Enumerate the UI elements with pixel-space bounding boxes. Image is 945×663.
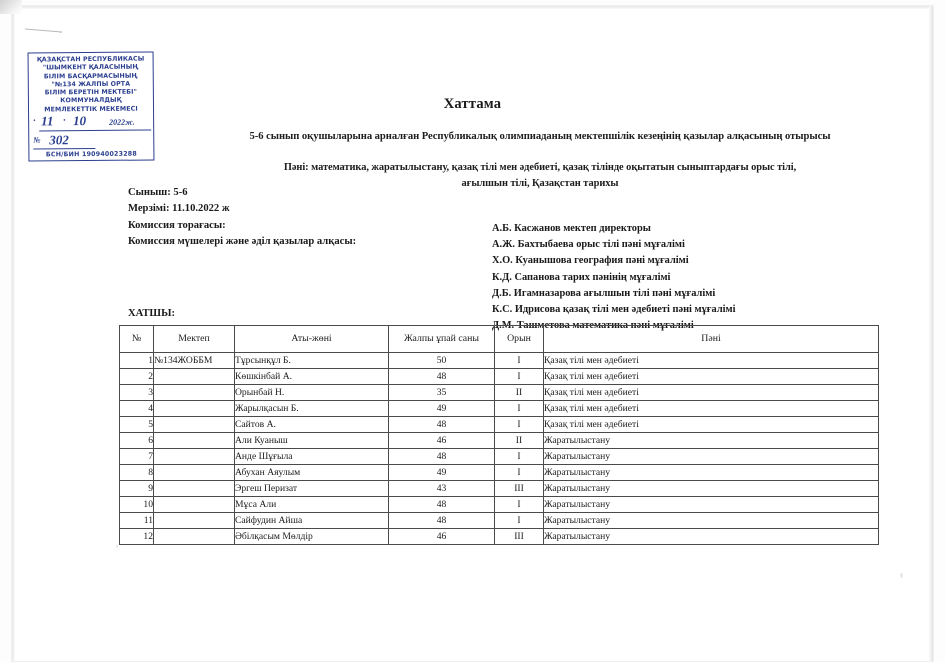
stamp-handwritten-month: 10 — [73, 113, 87, 129]
cell-score: 50 — [389, 353, 495, 369]
cell-subject: Қазақ тілі мен әдебиеті — [544, 385, 879, 401]
person-member-5: К.С. Идрисова қазақ тілі мен әдебиеті пәні мұғалімі — [492, 304, 736, 316]
members-label: Комиссия мүшелері және әділ қазылар алқасы: — [128, 236, 357, 248]
document-title: Хаттама — [443, 96, 502, 112]
table-row — [120, 353, 879, 369]
subjects-line-2: ағылшын тілі, Қазақстан тарихы — [461, 177, 619, 189]
header-subject: Пәні — [544, 326, 879, 353]
cell-subject: Қазақ тілі мен әдебиеті — [544, 417, 879, 433]
cell-number: 4 — [120, 401, 154, 417]
cell-name: Анде Шұғыла — [235, 449, 389, 465]
stamp-date-row — [31, 115, 151, 134]
cell-score: 35 — [389, 385, 495, 401]
cell-subject: Қазақ тілі мен әдебиеті — [544, 401, 879, 417]
header-school: Мектеп — [154, 326, 235, 353]
cell-subject: Жаратылыстану — [544, 513, 879, 529]
cell-name: Тұрсынқұл Б. — [235, 353, 389, 369]
scan-speck-2 — [116, 545, 118, 548]
cell-number: 9 — [120, 481, 154, 497]
table-row — [120, 369, 879, 385]
paper-edge-top — [12, 6, 933, 9]
cell-place: I — [495, 369, 544, 385]
stamp-line-3: БІЛІМ БАСҚАРМАСЫНЫҢ — [43, 72, 138, 81]
cell-score: 48 — [389, 497, 495, 513]
stamp-handwritten-year: 2022ж. — [109, 117, 135, 127]
cell-score: 46 — [389, 433, 495, 449]
table-header-row — [120, 326, 879, 353]
cell-name: Орынбай Н. — [235, 385, 389, 401]
cell-subject: Жаратылыстану — [544, 449, 879, 465]
cell-score: 46 — [389, 529, 495, 545]
person-member-1: А.Ж. Бахтыбаева орыс тілі пәні мұғалімі — [492, 239, 685, 251]
cell-number: 7 — [120, 449, 154, 465]
subjects-line-1: Пәні: математика, жаратылыстану, қазақ тілі мен әдебиеті, қазақ тілінде оқытатын сыныптардағы орыс тілі, — [283, 162, 797, 173]
stamp-line-2: "ШЫМКЕНТ ҚАЛАСЫНЫҢ — [42, 63, 139, 72]
cell-place: I — [495, 417, 544, 433]
table-row — [120, 513, 879, 529]
results-table-body — [120, 353, 879, 545]
cell-name: Көшкінбай А. — [235, 369, 389, 385]
cell-number: 3 — [120, 385, 154, 401]
stamp-handwritten-number: 302 — [49, 132, 69, 148]
table-row — [120, 529, 879, 545]
cell-school — [154, 385, 235, 401]
person-member-4: Д.Б. Игамназарова ағылшын тілі пәні мұғалімі — [492, 287, 716, 299]
stamp-line-5: БІЛІМ БЕРЕТІН МЕКТЕБІ" — [44, 88, 138, 97]
scan-speck-1 — [900, 573, 903, 578]
cell-place: I — [495, 465, 544, 481]
table-row — [120, 449, 879, 465]
cell-school — [154, 465, 235, 481]
stamp-date-rule — [39, 130, 151, 132]
table-row — [120, 401, 879, 417]
header-score: Жалпы ұпай саны — [389, 326, 495, 353]
commission-people-list — [492, 221, 736, 335]
header-place: Орын — [495, 326, 544, 353]
header-number: № — [120, 326, 154, 353]
table-row — [120, 417, 879, 433]
corner-fold — [0, 0, 22, 14]
table-row — [120, 433, 879, 449]
secretary-label: ХАТШЫ: — [128, 308, 175, 319]
cell-school — [154, 449, 235, 465]
stamp-number-rule — [33, 148, 95, 150]
cell-number: 6 — [120, 433, 154, 449]
cell-name: Сайфудин Айша — [235, 513, 389, 529]
stamp-bin-text: БСН/БИН 190940023288 — [45, 150, 137, 159]
cell-name: Абухан Аяулым — [235, 465, 389, 481]
cell-number: 11 — [120, 513, 154, 529]
stamp-number-row — [31, 134, 151, 151]
cell-place: I — [495, 497, 544, 513]
cell-school — [154, 497, 235, 513]
chairman-label: Комиссия торағасы: — [128, 219, 226, 231]
header-name: Аты-жөні — [235, 326, 389, 353]
table-row — [120, 385, 879, 401]
cell-place: III — [495, 529, 544, 545]
cell-number: 8 — [120, 465, 154, 481]
cell-place: I — [495, 449, 544, 465]
cell-school — [154, 433, 235, 449]
cell-number: 12 — [120, 529, 154, 545]
cell-school — [154, 513, 235, 529]
stamp-number-label: № — [33, 135, 41, 145]
cell-subject: Қазақ тілі мен әдебиеті — [544, 369, 879, 385]
date-label: Мерзімі: 11.10.2022 ж — [128, 203, 230, 215]
table-row — [120, 481, 879, 497]
stamp-line-1: ҚАЗАҚСТАН РЕСПУБЛИКАСЫ — [36, 55, 145, 64]
cell-score: 48 — [389, 417, 495, 433]
cell-subject: Жаратылыстану — [544, 497, 879, 513]
person-secretary: Д.М. Ташметова математика пәні мұғалімі — [492, 320, 694, 332]
cell-place: II — [495, 433, 544, 449]
cell-score: 48 — [389, 449, 495, 465]
meta-info-block — [128, 185, 356, 251]
stamp-date-dash-2: · — [63, 115, 66, 127]
cell-score: 49 — [389, 465, 495, 481]
cell-name: Али Куаныш — [235, 433, 389, 449]
person-member-2: Х.О. Куанышова география пәні мұғалімі — [492, 255, 689, 267]
cell-school — [154, 369, 235, 385]
cell-number: 5 — [120, 417, 154, 433]
cell-place: I — [495, 401, 544, 417]
cell-name: Мұса Али — [235, 497, 389, 513]
cell-score: 48 — [389, 513, 495, 529]
cell-number: 10 — [120, 497, 154, 513]
cell-subject: Жаратылыстану — [544, 529, 879, 545]
class-label: Сыныш: 5-6 — [128, 187, 188, 198]
cell-subject: Жаратылыстану — [544, 481, 879, 497]
cell-name: Эргеш Перизат — [235, 481, 389, 497]
cell-school: №134ЖОББМ — [154, 353, 235, 369]
pen-stroke-mark — [24, 28, 64, 33]
stamp-line-4: "№134 ЖАЛПЫ ОРТА — [51, 80, 131, 89]
cell-name: Жарылқасын Б. — [235, 401, 389, 417]
stamp-line-7: МЕМЛЕКЕТТІК МЕКЕМЕСІ — [44, 105, 138, 114]
person-chairman: А.Б. Касжанов мектеп директоры — [492, 223, 651, 234]
table-row — [120, 497, 879, 513]
cell-school — [154, 529, 235, 545]
cell-subject: Жаратылыстану — [544, 465, 879, 481]
stamp-line-6: КОММУНАЛДЫҚ — [60, 97, 122, 105]
stamp-date-dash-1: · — [33, 115, 36, 127]
cell-name: Әбілқасым Мөлдір — [235, 529, 389, 545]
cell-subject: Жаратылыстану — [544, 433, 879, 449]
cell-number: 1 — [120, 353, 154, 369]
cell-number: 2 — [120, 369, 154, 385]
cell-school — [154, 481, 235, 497]
cell-name: Сайтов А. — [235, 417, 389, 433]
stamp-handwritten-day: 11 — [41, 113, 54, 129]
cell-place: III — [495, 481, 544, 497]
cell-subject: Қазақ тілі мен әдебиеті — [544, 353, 879, 369]
document-subtitle-event: 5-6 сынып оқушыларына арналған Республикалық олимпиаданың мектепшілік кезеңінің қазылар алқасының отырысы — [249, 131, 831, 142]
results-table-head — [120, 326, 879, 353]
cell-place: I — [495, 513, 544, 529]
table-row — [120, 465, 879, 481]
cell-score: 43 — [389, 481, 495, 497]
cell-school — [154, 417, 235, 433]
cell-score: 48 — [389, 369, 495, 385]
cell-score: 49 — [389, 401, 495, 417]
cell-place: I — [495, 353, 544, 369]
cell-school — [154, 401, 235, 417]
person-member-3: К.Д. Сапанова тарих пәнінің мұғалімі — [492, 271, 671, 283]
cell-place: II — [495, 385, 544, 401]
results-table — [119, 325, 879, 545]
